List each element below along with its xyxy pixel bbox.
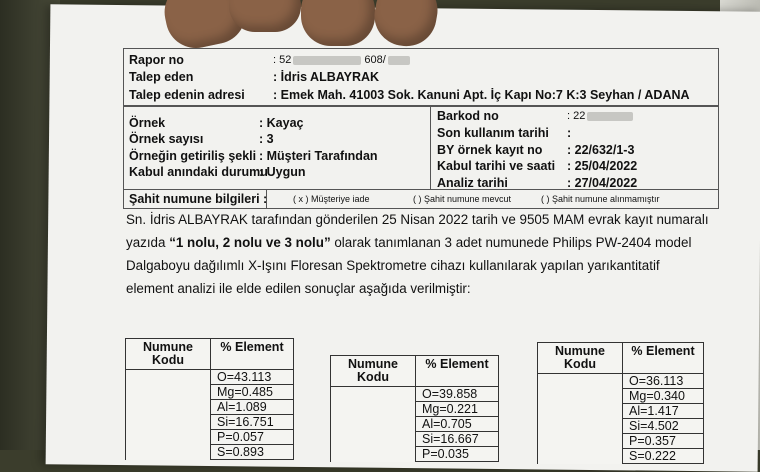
table-row: Si=4.502 xyxy=(623,419,704,434)
hand-holding-paper xyxy=(165,0,440,52)
finger xyxy=(229,0,301,32)
table-header-code: Numune Kodu xyxy=(538,343,623,374)
redacted-number xyxy=(293,56,361,65)
table-row: O=36.113 xyxy=(623,374,704,389)
rapor-label: Rapor no xyxy=(129,53,184,67)
table-header-element: % Element xyxy=(623,343,704,374)
table-row: Al=1.417 xyxy=(623,404,704,419)
sample-names: “1 nolu, 2 nolu ve 3 nolu” xyxy=(169,235,331,250)
paragraph-line-1: Sn. İdris ALBAYRAK tarafından gönderilen 25 Nisan 2022 tarih ve 9505 MAM evrak kayıt numaralı xyxy=(126,212,709,227)
son-kullanim-value: : xyxy=(567,126,572,140)
kabul-tarih-label: Kabul tarihi ve saati xyxy=(437,159,556,173)
finger xyxy=(301,0,375,46)
son-kullanim-label: Son kullanım tarihi xyxy=(437,126,549,140)
element-table-2 xyxy=(330,355,499,462)
witness-option-mevcut: ( ) Şahit numune mevcut xyxy=(413,194,512,204)
table-row: S=0.222 xyxy=(623,449,704,464)
sayi-value: : 3 xyxy=(259,132,274,146)
table-row: P=0.357 xyxy=(623,434,704,449)
getirilis-value: : Müşteri Tarafından xyxy=(259,149,378,163)
paragraph-line-2: yazıda “1 nolu, 2 nolu ve 3 nolu” olarak tanımlanan 3 adet numunede Philips PW-2404 model xyxy=(126,235,692,250)
getirilis-label: Örneğin getiriliş şekli xyxy=(129,149,257,163)
table-row: Mg=0.221 xyxy=(416,402,499,417)
analiz-label: Analiz tarihi xyxy=(437,176,508,190)
table-header-element: % Element xyxy=(211,339,294,370)
paragraph-line-3: Dalgaboyu dağılımlı X-Işını Floresan Spektrometre cihazı kullanılarak yapılan yarıkantitatif xyxy=(126,258,660,273)
witness-option-iade: ( x ) Müşteriye iade xyxy=(293,194,370,204)
witness-label: Şahit numune bilgileri : xyxy=(129,192,268,206)
by-value: : 22/632/1-3 xyxy=(567,143,635,157)
barkod-value: : 22 xyxy=(567,110,633,122)
element-table-3 xyxy=(537,342,704,464)
result-paragraph xyxy=(126,208,712,300)
table-row: Si=16.667 xyxy=(416,432,499,447)
element-table-1 xyxy=(125,338,294,460)
talep-value: : İdris ALBAYRAK xyxy=(273,70,380,84)
adres-value: : Emek Mah. 41003 Sok. Kanuni Apt. İç Kapı No:7 K:3 Seyhan / ADANA xyxy=(273,88,690,102)
by-label: BY örnek kayıt no xyxy=(437,143,543,157)
table-row: Al=0.705 xyxy=(416,417,499,432)
table-row: O=43.113 xyxy=(211,370,294,385)
kabul-durum-value: : Uygun xyxy=(259,165,306,179)
witness-option-alinmamis: ( ) Şahit numune alınmamıştır xyxy=(541,194,660,204)
kabul-durum-label: Kabul anındaki durumu xyxy=(129,165,268,179)
sayi-label: Örnek sayısı xyxy=(129,132,204,146)
redacted-tail xyxy=(388,56,410,65)
rapor-value: : 52 608/ xyxy=(273,54,410,66)
table-row: Al=1.089 xyxy=(211,400,294,415)
analiz-value: : 27/04/2022 xyxy=(567,176,638,190)
sample-divider xyxy=(430,106,431,190)
table-row: S=0.893 xyxy=(211,445,294,460)
kabul-tarih-value: : 25/04/2022 xyxy=(567,159,638,173)
table-row: Mg=0.340 xyxy=(623,389,704,404)
witness-divider xyxy=(266,189,267,209)
table-header-code: Numune Kodu xyxy=(331,356,416,387)
table-header-element: % Element xyxy=(416,356,499,387)
redacted-barkod xyxy=(587,112,633,121)
talep-label: Talep eden xyxy=(129,70,194,84)
paragraph-line-4: element analizi ile elde edilen sonuçlar aşağıda verilmiştir: xyxy=(126,281,471,296)
ornek-label: Örnek xyxy=(129,116,166,130)
ornek-value: : Kayaç xyxy=(259,116,304,130)
finger xyxy=(370,0,443,51)
table-row: Si=16.751 xyxy=(211,415,294,430)
table-row: Mg=0.485 xyxy=(211,385,294,400)
table-row: P=0.035 xyxy=(416,447,499,462)
table-row: O=39.858 xyxy=(416,387,499,402)
barkod-label: Barkod no xyxy=(437,109,499,123)
table-header-code: Numune Kodu xyxy=(126,339,211,370)
table-row: P=0.057 xyxy=(211,430,294,445)
adres-label: Talep edenin adresi xyxy=(129,88,245,102)
